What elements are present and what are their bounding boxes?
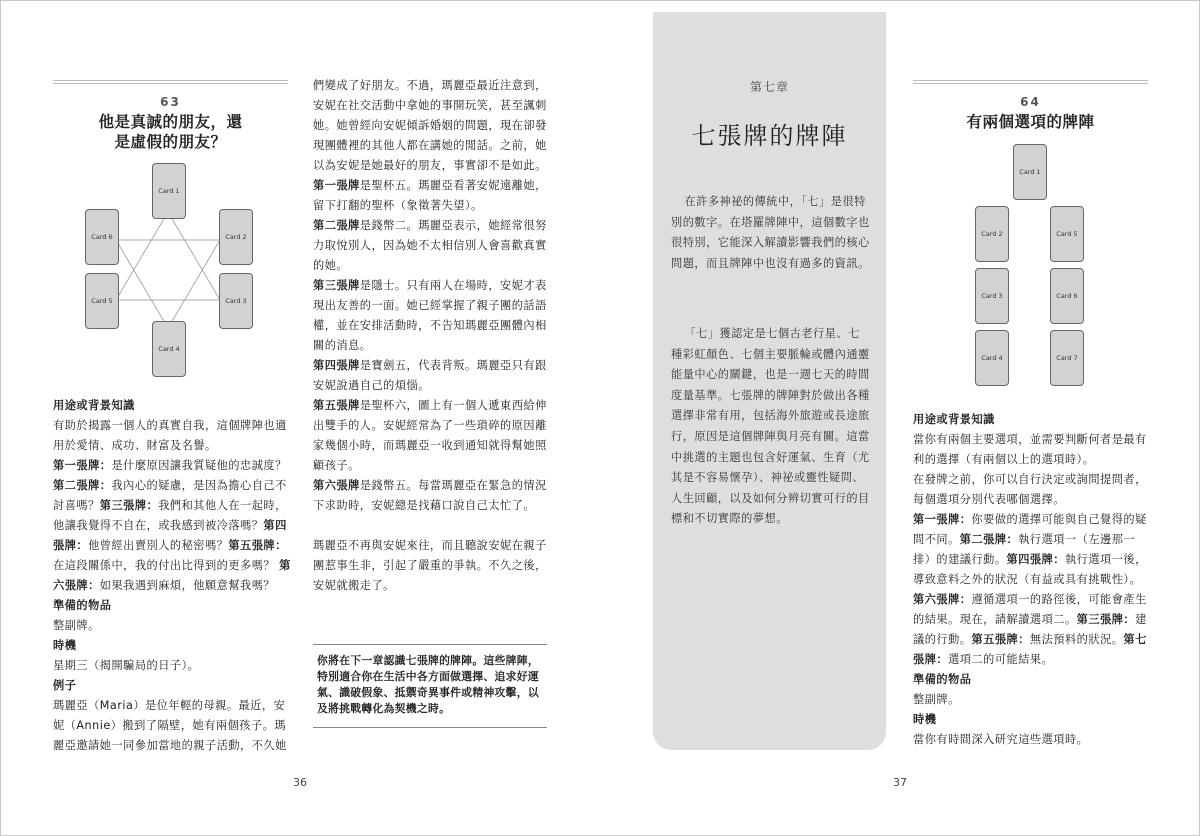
card-4: Card 4: [975, 330, 1009, 386]
left-body: [53, 396, 291, 756]
timing-text: 當你有時間深入研究這些選項時。: [913, 733, 1089, 746]
chapter-title: 七張牌的牌陣: [691, 122, 848, 150]
q6-text: 如果我遇到麻煩，他願意幫我嗎？: [99, 579, 276, 592]
card-4-reading: [313, 356, 549, 396]
q3-label: 第三張牌：: [99, 499, 159, 512]
c4-text: 是寶劍五，代表背叛。瑪麗亞只有跟安妮說過自己的煩惱。: [313, 359, 547, 392]
c5-label: 第五張牌: [313, 399, 360, 412]
card-1: Card 1: [152, 163, 186, 219]
purpose-heading: 用途或背景知識: [53, 399, 135, 412]
q4-text: 他曾經出賣別人的秘密嗎？: [88, 539, 229, 552]
card-2-reading: [313, 216, 549, 276]
materials-text: 整副牌。: [53, 619, 100, 632]
c2-label: 第二張牌: [313, 219, 360, 232]
card-3: Card 3: [219, 273, 253, 329]
c4-label: 第四張牌: [313, 359, 360, 372]
c1-text: 是聖杯五。瑪麗亞看著安妮遠離她，留下打翻的聖杯（象徵著失望）。: [313, 179, 547, 212]
position-block: [913, 510, 1151, 590]
q1-label: 第一張牌：: [53, 459, 112, 472]
conclusion-text: 瑪麗亞不再與安妮來往，而且聽說安妮在親子團惹事生非，引起了嚴重的爭執。不久之後，安妮就搬走了。: [313, 539, 547, 592]
r7-text: 選項二的可能結果。: [948, 653, 1054, 666]
r5-label: 第五張牌：: [971, 633, 1030, 646]
r6-text: 遵循選項一的路徑後，可能會產生的結果。現在，請解讀選項二。: [913, 593, 1147, 626]
r4-label: 第四張牌：: [1006, 553, 1065, 566]
card-6-reading: [313, 476, 549, 516]
purpose-heading: 用途或背景知識: [913, 413, 995, 426]
left-column: [53, 80, 288, 152]
card-3: Card 3: [975, 268, 1009, 324]
intro-text: 們變成了好朋友。不過，瑪麗亞最近注意到，安妮在社交活動中拿她的事開玩笑，甚至諷刺她。她曾經向安妮傾訴婚姻的問題，現在卻發現團體裡的其他人都在講她的閒話。之前，她以為安妮是她最好的朋友，事實卻不是如此。: [313, 79, 547, 172]
q6-label: 第六張牌：: [53, 559, 291, 592]
q4-label: 第四張牌：: [53, 519, 287, 552]
card-2: Card 2: [975, 206, 1009, 262]
spread-title-line2: 是虛假的朋友？: [114, 133, 227, 151]
r2-label: 第二張牌：: [959, 533, 1019, 546]
q5-text: 在這段關係中，我的付出比得到的更多嗎？: [53, 559, 276, 572]
r4-text: 執行選項一後，導致意料之外的狀況（有益或具有挑戰性）。: [913, 553, 1147, 586]
r1-text: 你要做的選擇可能與自己覺得的疑問不同。: [913, 513, 1147, 546]
question-block: [53, 456, 291, 596]
card-4: Card 4: [152, 321, 186, 377]
middle-column: [313, 76, 549, 596]
title-rule: [913, 80, 1148, 84]
purpose-text-2: 在發牌之前，你可以自行決定或詢問提問者，每個選項分別代表哪個選擇。: [913, 473, 1147, 506]
c1-label: 第一張牌: [313, 179, 360, 192]
purpose-text: 當你有兩個主要選項，並需要判斷何者是最有利的選擇（有兩個以上的選項時）。: [913, 433, 1147, 466]
card-5-reading: [313, 396, 549, 476]
card-5: Card 5: [1050, 206, 1084, 262]
card-6: Card 6: [85, 209, 119, 265]
chapter-label: 第七章: [749, 80, 789, 94]
page-number-left: 36: [293, 776, 307, 789]
c6-label: 第六張牌: [313, 479, 360, 492]
materials-heading: 準備的物品: [53, 599, 112, 612]
materials-heading: 準備的物品: [913, 673, 972, 686]
spread-number: 64: [1020, 95, 1041, 109]
chapter-para-2: 「七」獲認定是七個古老行星、七種彩虹顏色、七個主要脈輪或體內通靈能量中心的關鍵，也是一週七天的時間度量基準。七張牌的牌陣對於做出各種選擇非常有用，包括海外旅遊或長途旅行，原因是這個牌陣與月亮有關。這當中挑選的主題也包含好運氣、生育（尤其是不容易懷孕）、神祕或靈性疑問、人生回顧，以及如何分辨切實可行的目標和不切實際的夢想。: [671, 327, 870, 526]
chapter-para-1: 在許多神祕的傳統中，「七」是很特別的數字。在塔羅牌陣中，這個數字也很特別，它能深入解讀影響我們的核心問題，而且牌陣中也沒有過多的資訊。: [671, 195, 870, 270]
spread-64-diagram: [970, 144, 1090, 394]
example-text: 瑪麗亞（Maria）是位年輕的母親。最近，安妮（Annie）搬到了隔壁，她有兩個孩子。瑪麗亞邀請她一同參加當地的親子活動，不久她: [53, 699, 287, 752]
card-1: Card 1: [1013, 144, 1047, 200]
q1-text: 是什麼原因讓我質疑他的忠誠度？: [111, 459, 287, 472]
right-column: [913, 80, 1148, 132]
right-body: [913, 410, 1151, 750]
r3-label: 第三張牌：: [1076, 613, 1136, 626]
chapter-panel: [653, 12, 886, 750]
c3-text: 是隱士。只有兩人在場時，安妮才表現出友善的一面。她已經掌握了親子團的話語權，並在安排活動時，不告知瑪麗亞團體內相關的消息。: [313, 279, 547, 352]
next-chapter-note: 你將在下一章認識七張牌的牌陣。這些牌陣，特別適合你在生活中各方面做選擇、追求好運氣、識破假象、抵禦奇異事件或精神攻擊，以及將挑戰轉化為契機之時。: [313, 644, 547, 728]
materials-text: 整副牌。: [913, 693, 960, 706]
timing-heading: 時機: [913, 713, 937, 726]
c5-text: 是聖杯六，圖上有一個人遞東西給伸出雙手的人。安妮經常為了一些瑣碎的原因離家幾個小時，而瑪麗亞一收到通知就得幫她照顧孩子。: [313, 399, 547, 472]
r5-text: 無法預料的狀況。: [1029, 633, 1124, 646]
spread-title: 有兩個選項的牌陣: [966, 113, 1095, 131]
spread-title-line1: 他是真誠的朋友，還: [98, 113, 243, 131]
title-rule: [53, 80, 288, 84]
spread-title: [53, 112, 288, 152]
r1-label: 第一張牌：: [913, 513, 972, 526]
card-6: Card 6: [1050, 268, 1084, 324]
q3-text: 我們和其他人在一起時，他讓我覺得不自在，或我感到被冷落嗎？: [53, 499, 287, 532]
c6-text: 是錢幣五。每當瑪麗亞在緊急的情況下求助時，安妮總是找藉口說自己太忙了。: [313, 479, 547, 512]
c2-text: 是錢幣二。瑪麗亞表示，她經常很努力取悅別人，因為她不太相信別人會喜歡真實的她。: [313, 219, 547, 272]
card-2: Card 2: [219, 209, 253, 265]
position-block-2: [913, 590, 1151, 670]
chapter-intro: [671, 192, 871, 274]
spread-number: 63: [160, 95, 181, 109]
q5-label: 第五張牌：: [228, 539, 287, 552]
purpose-text: 有助於揭露一個人的真實自我，這個牌陣也適用於愛情、成功、財富及名譽。: [53, 419, 287, 452]
card-7: Card 7: [1050, 330, 1084, 386]
card-5: Card 5: [85, 273, 119, 329]
timing-heading: 時機: [53, 639, 77, 652]
q2-label: 第二張牌：: [53, 479, 112, 492]
r2-text: 執行選項一（左邊那一排）的建議行動。: [913, 533, 1136, 566]
spread-63-diagram: [80, 160, 260, 385]
chapter-body: [671, 324, 871, 530]
r7-label: 第七張牌：: [913, 633, 1147, 666]
c3-label: 第三張牌: [313, 279, 360, 292]
timing-text: 星期三（揭開騙局的日子）。: [53, 659, 200, 672]
page-number-right: 37: [893, 776, 907, 789]
card-3-reading: [313, 276, 549, 356]
r3-text: 建議的行動。: [913, 613, 1147, 646]
r6-label: 第六張牌：: [913, 593, 972, 606]
q2-text: 我內心的疑慮，是因為擔心自己不討喜嗎？: [53, 479, 287, 512]
example-heading: 例子: [53, 679, 77, 692]
card-1-reading: [313, 176, 549, 216]
